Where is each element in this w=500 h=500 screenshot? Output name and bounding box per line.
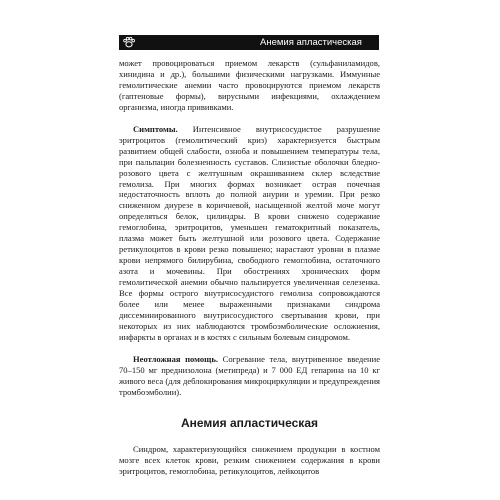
symptoms-label: Симптомы. [133,123,178,134]
running-head-title: Анемия апластическая [260,37,362,48]
emergency-text: Согревание тела, внутривенное введение 70–150 мг преднизолона (метипреда) и 7 000 ЕД гепарина на 10 кг живого веса (для деблокирования микроциркуляции и предупреждения тромбоэмболии). [119,353,380,397]
paragraph-intro: может провоцироваться приемом лекарств (сульфаниламидов, хинидина и др.), большими физическими нагрузками. Иммунные гемолитические анемии часто провоцируются приемом лекарств (гаптеновые формы), вирусными инфекциями, охлаждением организма, иногда прививками. [119,58,380,112]
symptoms-text: Интенсивное внутрисосудистое разрушение эритроцитов (гемолитический криз) характеризуется быстрым развитием общей слабости, озноба и повышением температуры тела, при пальпации болезненность суставов. Слизистые оболочки бледно-розового цвета с желтушным окрашиванием склер вследствие гемолиза. При многих формах возникает острая почечная недостаточность вплоть до полной анурии и уремии. При резко сниженном диурезе в коричневой, насыщенной желтой моче могут определяться белок, цилиндры. В крови снижено содержание гемоглобина, эритроцитов, уменьшен гематокритный показатель, плазма может быть желтушной или розового цвета. Содержание ретикулоцитов в крови резко повышено; нарастают уровни в плазме крови непрямого билирубина, свободного гемоглобина, остаточного азота и мочевины. При обострениях хронических форм гемолитической анемии обычно пальпируется увеличенная селезенка. Все формы острого внутрисосудистого гемолиза сопровождаются более или менее выраженными признаками синдрома диссеминированного внутрисосудистого свертывания крови, при некоторых из них наблюдаются тромбоэмболические осложнения, инфаркты в органах и в костях с сильным болевым синдромом. [119,123,380,342]
section-title: Анемия апластическая [180,415,318,430]
emergency-label: Неотложная помощь. [133,353,219,364]
page-body [119,58,380,477]
paragraph-symptoms [119,124,380,343]
page-number: 29 [365,33,380,48]
paw-print-icon [122,35,136,49]
paragraph-emergency [119,354,380,398]
paragraph-syndrome: Синдром, характеризующийся снижением продукции в костном мозге всех клеток крови, резким снижением содержания в крови эритроцитов, гемоглобина, ретикулоцитов, лейкоцитов [119,443,380,476]
